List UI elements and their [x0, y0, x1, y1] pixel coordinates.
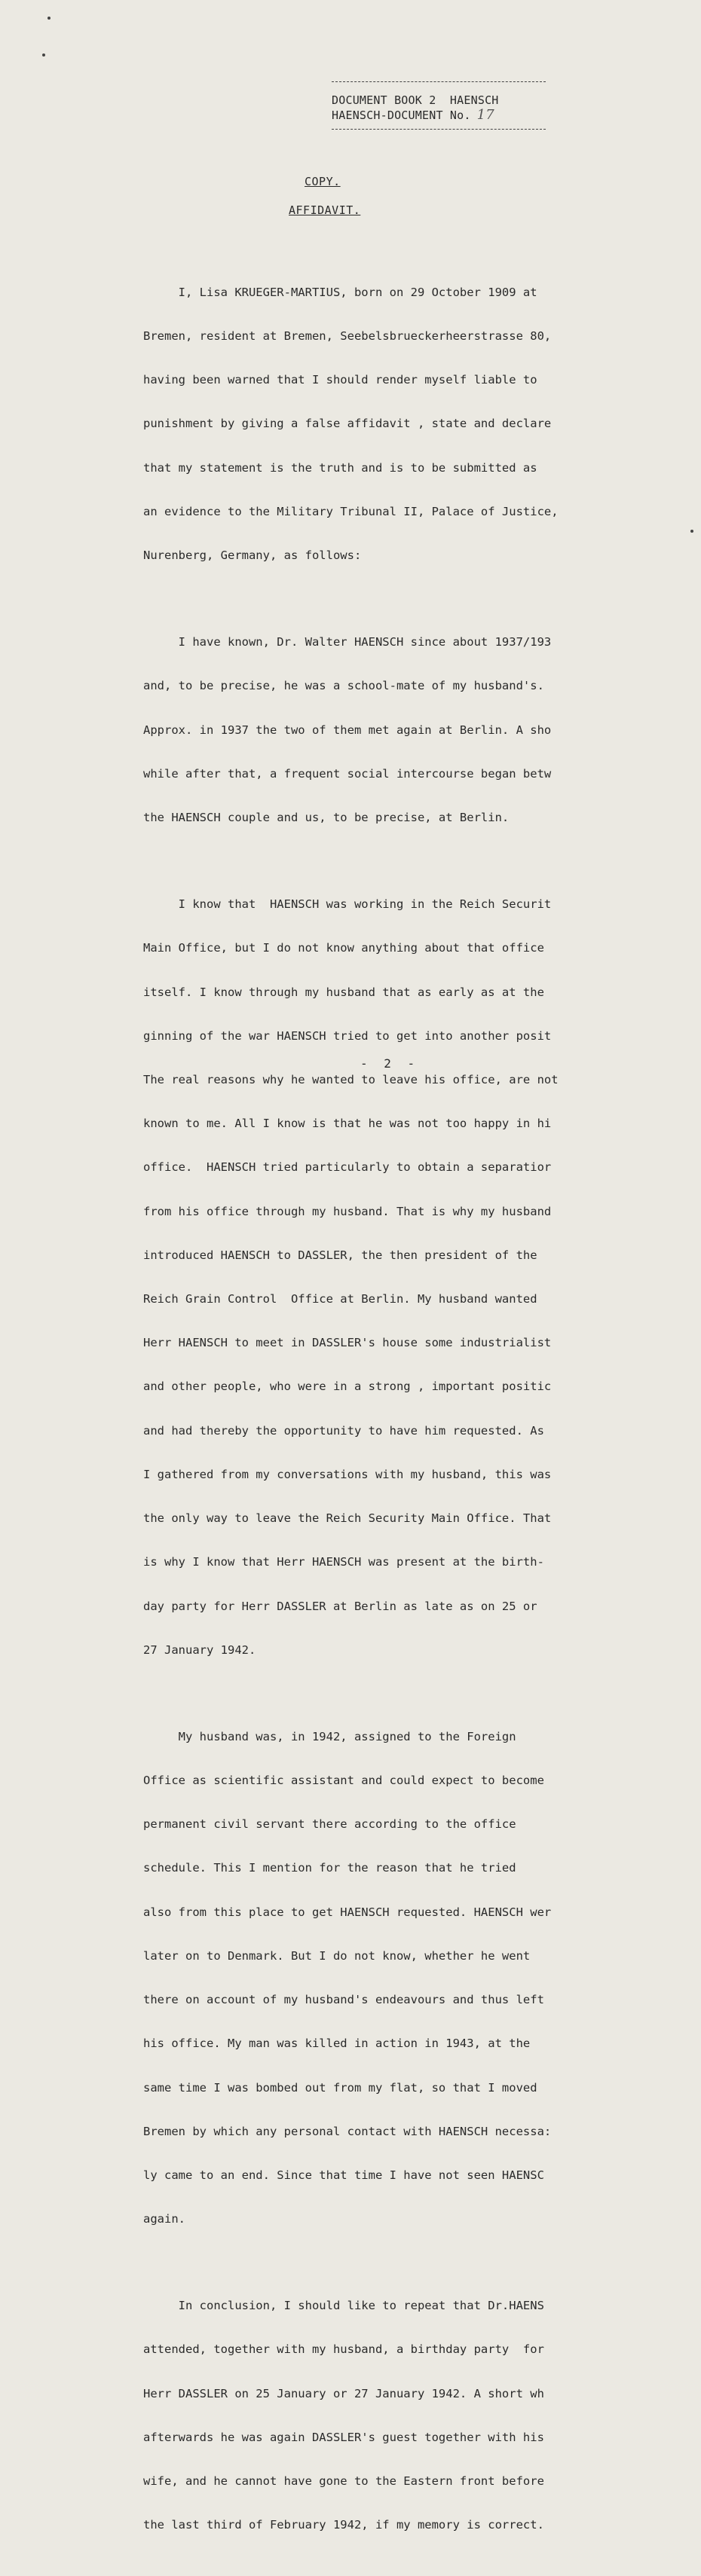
paragraph-rsha-office [143, 868, 671, 1687]
text-line: the only way to leave the Reich Security Main Office. That [143, 1511, 552, 1526]
text-line: permanent civil servant there according to the office [143, 1817, 516, 1832]
text-line: itself. I know through my husband that as early as at the [143, 985, 544, 999]
text-line: I have known, Dr. Walter HAENSCH since about 1937/193 [143, 635, 552, 649]
text-line: wife, and he cannot have gone to the Eastern front before [143, 2474, 544, 2489]
text-line: Main Office, but I do not know anything about that office [143, 941, 544, 955]
handwritten-document-number: 17 [476, 107, 494, 123]
text-line: In conclusion, I should like to repeat that Dr.HAENS [143, 2299, 544, 2313]
text-line: ginning of the war HAENSCH tried to get into another posit [143, 1028, 552, 1043]
affidavit-heading: AFFIDAVIT. [289, 203, 361, 217]
text-line: known to me. All I know is that he was not too happy in hi [143, 1117, 552, 1131]
text-line: and, to be precise, he was a school-mate of my husband's. [143, 679, 544, 693]
text-line: while after that, a frequent social intercourse began betw [143, 766, 552, 781]
text-line: punishment by giving a false affidavit , state and declare [143, 417, 552, 431]
text-line: I, Lisa KRUEGER-MARTIUS, born on 29 October 1909 at [143, 285, 537, 299]
text-line: his office. My man was killed in action in 1943, at the [143, 2037, 531, 2051]
text-line: later on to Denmark. But I do not know, whether he went [143, 1948, 531, 1963]
text-line: Office as scientific assistant and could expect to become [143, 1774, 544, 1788]
text-line: also from this place to get HAENSCH requested. HAENSCH wer [143, 1905, 552, 1919]
text-line: the last third of February 1942, if my memory is correct. [143, 2518, 544, 2532]
text-line: Reich Grain Control Office at Berlin. My husband wanted [143, 1292, 537, 1306]
text-line: Bremen by which any personal contact with HAENSCH necessa: [143, 2124, 552, 2138]
paragraph-foreign-office [143, 1701, 671, 2256]
text-line: My husband was, in 1942, assigned to the Foreign [143, 1729, 516, 1743]
text-line: office. HAENSCH tried particularly to obtain a separatior [143, 1160, 552, 1175]
text-line: again. [143, 2212, 185, 2226]
text-line: Bremen, resident at Bremen, Seebelsbrueckerheerstrasse 80, [143, 329, 552, 344]
document-header [332, 81, 550, 130]
text-line: ly came to an end. Since that time I have not seen HAENSC [143, 2168, 544, 2182]
affidavit-body [143, 256, 671, 2576]
text-line: 27 January 1942. [143, 1642, 256, 1657]
ink-speck [47, 17, 51, 20]
text-line: I know that HAENSCH was working in the Reich Securit [143, 897, 552, 912]
text-line: the HAENSCH couple and us, to be precise, at Berlin. [143, 811, 510, 825]
header-top-rule [332, 81, 546, 82]
text-line: schedule. This I mention for the reason that he tried [143, 1861, 516, 1875]
text-line: and had thereby the opportunity to have him requested. As [143, 1423, 544, 1438]
page-number: - 2 - [360, 1056, 420, 1071]
document-number-label: HAENSCH-DOCUMENT No. [332, 108, 471, 122]
ink-speck [42, 53, 45, 57]
paragraph-conclusion [143, 2269, 671, 2562]
text-line: introduced HAENSCH to DASSLER, the then president of the [143, 1248, 537, 1262]
text-line: from his office through my husband. That is why my husband [143, 1204, 552, 1218]
paragraph-acquaintance [143, 606, 671, 854]
text-line: Herr HAENSCH to meet in DASSLER's house some industrialist [143, 1336, 552, 1350]
ink-speck [690, 530, 693, 533]
text-line: Nurenberg, Germany, as follows: [143, 549, 362, 563]
text-line: The real reasons why he wanted to leave his office, are not [143, 1072, 559, 1086]
text-line: is why I know that Herr HAENSCH was present at the birth- [143, 1555, 544, 1569]
copy-heading: COPY. [305, 175, 341, 188]
text-line: having been warned that I should render myself liable to [143, 373, 537, 387]
text-line: attended, together with my husband, a birthday party for [143, 2342, 544, 2357]
text-line: day party for Herr DASSLER at Berlin as late as on 25 or [143, 1599, 537, 1613]
text-line: Herr DASSLER on 25 January or 27 January 1942. A short wh [143, 2386, 544, 2400]
text-line: an evidence to the Military Tribunal II, Palace of Justice, [143, 504, 559, 518]
text-line: afterwards he was again DASSLER's guest together with his [143, 2430, 544, 2444]
text-line: there on account of my husband's endeavours and thus left [143, 1993, 544, 2007]
document-number-line [332, 108, 550, 123]
paragraph-declaration [143, 256, 671, 592]
text-line: and other people, who were in a strong , important positic [143, 1380, 552, 1394]
text-line: same time I was bombed out from my flat, so that I moved [143, 2080, 537, 2095]
text-line: Approx. in 1937 the two of them met again at Berlin. A sho [143, 723, 552, 737]
text-line: that my statement is the truth and is to be submitted as [143, 460, 537, 475]
text-line: I gathered from my conversations with my husband, this was [143, 1467, 552, 1481]
document-book-line: DOCUMENT BOOK 2 HAENSCH [332, 93, 499, 107]
header-bottom-rule [332, 129, 546, 130]
